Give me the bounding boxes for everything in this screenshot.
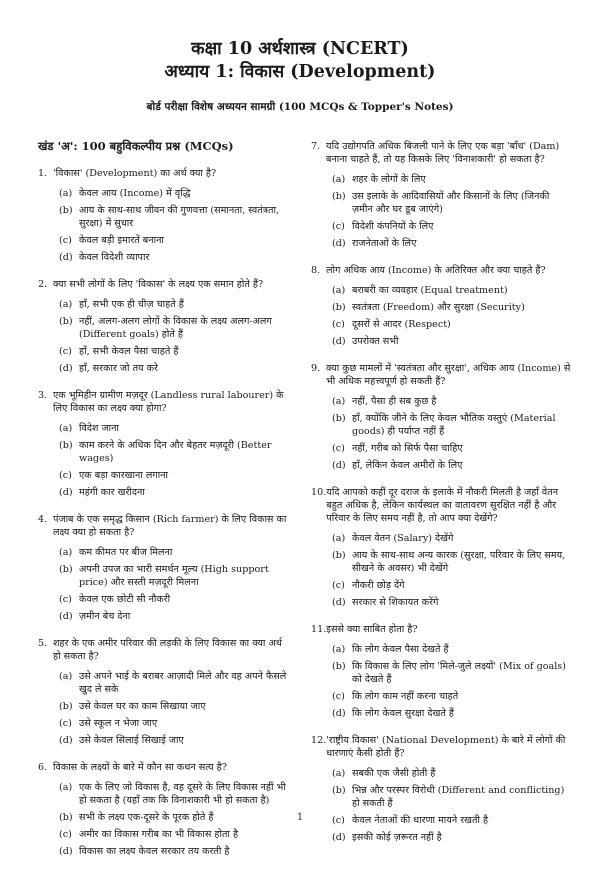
- option-label: (b): [332, 302, 346, 313]
- question-item: [38, 761, 292, 858]
- option-item: [59, 469, 292, 482]
- option-item: [332, 660, 571, 686]
- option-text: आय के साथ-साथ जीवन की गुणवत्ता (समानता, स्वतंत्रता, सुरक्षा) में सुधार: [79, 205, 280, 229]
- option-list: [311, 532, 571, 609]
- option-item: [59, 828, 292, 841]
- option-label: (c): [332, 815, 345, 826]
- question-stem: [311, 734, 571, 760]
- question-text: 'विकास' (Development) का अर्थ क्या है?: [53, 168, 217, 179]
- option-label: (d): [332, 597, 346, 608]
- option-label: (a): [332, 396, 346, 407]
- question-item: [311, 264, 571, 348]
- option-text: राजनेताओं के लिए: [352, 238, 417, 249]
- option-item: [59, 670, 292, 696]
- option-item: [332, 412, 571, 438]
- option-text: एक बड़ा कारखाना लगाना: [79, 470, 169, 481]
- question-text: क्या सभी लोगों के लिए 'विकास' के लक्ष्य एक समान होते हैं?: [53, 279, 264, 290]
- option-label: (d): [332, 238, 346, 249]
- option-item: [59, 204, 292, 230]
- question-text: यदि आपको कहीं दूर दराज के इलाके में नौकरी मिलती है जहाँ वेतन बहुत अधिक है, लेकिन कार्यस्थल का वातावरण सुरक्षित नहीं है और परिवार के लिए समय नहीं है, तो आप क्या देखेंगे?: [326, 487, 559, 524]
- option-list: [311, 767, 571, 844]
- option-label: (c): [59, 594, 72, 605]
- question-number: 1.: [38, 168, 48, 179]
- question-number: 5.: [38, 638, 48, 649]
- option-text: एक के लिए जो विकास है, वह दूसरे के लिए विकास नहीं भी हो सकता है (यहाँ तक कि विनाशकारी भी हो सकता है): [79, 782, 286, 806]
- option-label: (d): [332, 336, 346, 347]
- option-text: उस इलाके के आदिवासियों और किसानों के लिए (जिनकी ज़मीन और घर डूब जाएंगे): [352, 191, 550, 215]
- option-label: (d): [59, 735, 73, 746]
- option-label: (a): [59, 782, 73, 793]
- option-text: उसे केवल घर का काम सिखाया जाए: [79, 701, 206, 712]
- option-label: (d): [59, 846, 73, 857]
- option-item: [59, 546, 292, 559]
- option-text: केवल विदेशी व्यापार: [79, 252, 150, 263]
- option-item: [332, 220, 571, 233]
- option-label: (a): [59, 547, 73, 558]
- question-number: 11.: [311, 624, 327, 635]
- option-item: [59, 422, 292, 435]
- option-item: [59, 781, 292, 807]
- option-text: दूसरों से आदर (Respect): [352, 319, 451, 330]
- option-label: (a): [59, 671, 73, 682]
- option-label: (d): [59, 487, 73, 498]
- question-text: क्या कुछ मामलों में 'स्वतंत्रता और सुरक्षा', अधिक आय (Income) से भी अधिक महत्त्वपूर्ण हो सकती हैं?: [326, 363, 571, 387]
- option-label: (c): [59, 470, 72, 481]
- option-list: [38, 298, 292, 375]
- option-text: केवल एक छोटी सी नौकरी: [79, 594, 171, 605]
- option-text: स्वतंत्रता (Freedom) और सुरक्षा (Security): [352, 302, 525, 313]
- option-text: अमीर का विकास गरीब का भी विकास होता है: [79, 829, 239, 840]
- option-list: [311, 173, 571, 250]
- option-item: [332, 237, 571, 250]
- question-number: 9.: [311, 363, 321, 374]
- option-text: काम करने के अधिक दिन और बेहतर मज़दूरी (Better wages): [79, 440, 272, 464]
- option-label: (b): [59, 205, 73, 216]
- option-label: (b): [59, 564, 73, 575]
- option-text: उसे केवल सिलाई सिखाई जाए: [79, 735, 184, 746]
- question-number: 8.: [311, 265, 321, 276]
- question-item: [38, 167, 292, 264]
- option-text: सबकी एक जैसी होती हैं: [352, 768, 436, 779]
- option-text: उसे अपने भाई के बराबर आज़ादी मिले और वह अपने फैसले खुद ले सके: [79, 671, 287, 695]
- option-item: [332, 532, 571, 545]
- option-list: [38, 422, 292, 499]
- option-label: (b): [332, 661, 346, 672]
- option-text: विकास का लक्ष्य केवल सरकार तय करती है: [79, 846, 230, 857]
- question-number: 4.: [38, 514, 48, 525]
- question-item: [38, 278, 292, 375]
- left-column: [38, 140, 292, 872]
- question-stem: [311, 140, 571, 166]
- question-stem: [311, 486, 571, 525]
- option-item: [59, 486, 292, 499]
- option-item: [332, 707, 571, 720]
- option-item: [332, 318, 571, 331]
- option-text: नौकरी छोड़ देंगे: [352, 580, 405, 591]
- option-label: (d): [332, 460, 346, 471]
- option-item: [332, 395, 571, 408]
- option-label: (c): [59, 235, 72, 246]
- option-label: (d): [332, 708, 346, 719]
- question-stem: [311, 264, 571, 277]
- option-label: (b): [59, 316, 73, 327]
- option-list: [38, 546, 292, 623]
- option-text: अपनी उपज का भारी समर्थन मूल्य (High support price) और सस्ती मज़दूरी मिलना: [79, 564, 269, 588]
- option-label: (d): [59, 363, 73, 374]
- option-label: (d): [59, 611, 73, 622]
- question-text: लोग अधिक आय (Income) के अतिरिक्त और क्या चाहते हैं?: [326, 265, 546, 276]
- option-label: (c): [332, 691, 345, 702]
- question-stem: [311, 623, 571, 636]
- question-item: [311, 623, 571, 720]
- option-label: (b): [332, 785, 346, 796]
- question-stem: [38, 513, 292, 539]
- option-list: [311, 284, 571, 348]
- option-text: विदेशी कंपनियों के लिए: [352, 221, 434, 232]
- option-item: [59, 734, 292, 747]
- question-item: [311, 362, 571, 472]
- option-text: इसकी कोई ज़रूरत नहीं है: [352, 832, 442, 843]
- question-item: [38, 389, 292, 499]
- option-text: सभी के लक्ष्य एक-दूसरे के पूरक होते हैं: [79, 812, 214, 823]
- option-label: (b): [332, 191, 346, 202]
- question-text: शहर के एक अमीर परिवार की लड़की के लिए विकास का क्या अर्थ हो सकता है?: [53, 638, 282, 662]
- option-label: (c): [332, 580, 345, 591]
- option-label: (a): [332, 768, 346, 779]
- option-label: (b): [59, 440, 73, 451]
- option-text: उपरोक्त सभी: [352, 336, 399, 347]
- question-text: 'राष्ट्रीय विकास' (National Development) के बारे में लोगों की धारणाएं कैसी होती हैं?: [326, 735, 566, 759]
- question-stem: [311, 362, 571, 388]
- option-item: [332, 301, 571, 314]
- option-label: (b): [59, 812, 73, 823]
- option-label: (c): [332, 221, 345, 232]
- option-text: केवल वेतन (Salary) देखेंगे: [352, 533, 454, 544]
- question-stem: [38, 637, 292, 663]
- option-item: [332, 579, 571, 592]
- option-item: [59, 593, 292, 606]
- option-item: [332, 284, 571, 297]
- question-item: [311, 140, 571, 250]
- option-label: (c): [59, 718, 72, 729]
- option-item: [332, 459, 571, 472]
- option-text: विदेश जाना: [79, 423, 119, 434]
- question-item: [311, 734, 571, 844]
- option-label: (a): [59, 423, 73, 434]
- option-text: बराबरी का व्यवहार (Equal treatment): [352, 285, 508, 296]
- option-text: महंगी कार खरीदना: [79, 487, 145, 498]
- option-item: [59, 234, 292, 247]
- option-list: [38, 187, 292, 264]
- option-text: केवल बड़ी इमारतें बनाना: [79, 235, 164, 246]
- option-label: (b): [332, 413, 346, 424]
- option-label: (a): [332, 533, 346, 544]
- option-item: [59, 610, 292, 623]
- option-text: कम कीमत पर बीज मिलना: [79, 547, 173, 558]
- right-column: [311, 140, 571, 858]
- option-text: कि लोग केवल सुरक्षा देखते हैं: [352, 708, 454, 719]
- option-item: [59, 345, 292, 358]
- option-text: कि लोग केवल पैसा देखते हैं: [352, 644, 449, 655]
- option-item: [332, 690, 571, 703]
- option-list: [311, 643, 571, 720]
- option-label: (c): [59, 829, 72, 840]
- question-number: 3.: [38, 390, 48, 401]
- option-item: [59, 315, 292, 341]
- option-label: (b): [59, 701, 73, 712]
- question-number: 10.: [311, 487, 327, 498]
- option-item: [59, 298, 292, 311]
- option-label: (a): [59, 299, 73, 310]
- option-text: सरकार से शिकायत करेंगे: [352, 597, 439, 608]
- option-label: (a): [332, 285, 346, 296]
- option-label: (b): [332, 550, 346, 561]
- question-stem: [38, 278, 292, 291]
- option-label: (d): [332, 832, 346, 843]
- question-item: [311, 486, 571, 609]
- question-text: विकास के लक्ष्यों के बारे में कौन सा कथन सत्य है?: [53, 762, 227, 773]
- document-title: [0, 38, 600, 84]
- option-list: [311, 395, 571, 472]
- option-item: [332, 442, 571, 455]
- option-text: भिन्न और परस्पर विरोधी (Different and conflicting) हो सकती हैं: [352, 785, 565, 809]
- option-text: हाँ, क्योंकि जीने के लिए केवल भौतिक वस्तुएं (Material goods) ही पर्याप्त नहीं हैं: [352, 413, 556, 437]
- question-list-right: [311, 140, 571, 844]
- option-item: [59, 362, 292, 375]
- option-item: [59, 187, 292, 200]
- option-item: [59, 717, 292, 730]
- option-text: नहीं, अलग-अलग लोगों के विकास के लक्ष्य अलग-अलग (Different goals) होते हैं: [79, 316, 272, 340]
- option-item: [332, 173, 571, 186]
- option-item: [332, 335, 571, 348]
- option-label: (a): [59, 188, 73, 199]
- question-item: [38, 513, 292, 623]
- option-text: हाँ, सभी एक ही चीज़ चाहते हैं: [79, 299, 184, 310]
- question-text: इससे क्या साबित होता है?: [326, 624, 418, 635]
- option-label: (a): [332, 174, 346, 185]
- option-item: [332, 831, 571, 844]
- question-stem: [38, 389, 292, 415]
- option-label: (a): [332, 644, 346, 655]
- option-label: (c): [332, 443, 345, 454]
- option-text: आय के साथ-साथ अन्य कारक (सुरक्षा, परिवार के लिए समय, सीखने के अवसर) भी देखेंगे: [352, 550, 566, 574]
- option-item: [59, 563, 292, 589]
- title-line-2: अध्याय 1: विकास (Development): [164, 62, 436, 82]
- option-item: [59, 700, 292, 713]
- option-text: केवल नेताओं की धारणा मायने रखती है: [352, 815, 489, 826]
- section-heading: खंड 'अ': 100 बहुविकल्पीय प्रश्न (MCQs): [38, 139, 234, 153]
- option-list: [38, 670, 292, 747]
- option-text: उसे स्कूल न भेजा जाए: [79, 718, 158, 729]
- option-item: [59, 251, 292, 264]
- page-number: 1: [296, 812, 304, 823]
- option-text: हाँ, सभी केवल पैसा चाहते हैं: [79, 346, 179, 357]
- option-text: ज़मीन बेच देना: [79, 611, 131, 622]
- question-text: एक भूमिहीन ग्रामीण मज़दूर (Landless rural labourer) के लिए विकास का लक्ष्य क्या होगा?: [53, 390, 284, 414]
- option-text: नहीं, पैसा ही सब कुछ है: [352, 396, 437, 407]
- question-item: [38, 637, 292, 747]
- option-label: (c): [332, 319, 345, 330]
- option-label: (c): [59, 346, 72, 357]
- option-item: [332, 784, 571, 810]
- option-text: कि लोग काम नहीं करना चाहते: [352, 691, 459, 702]
- option-item: [332, 767, 571, 780]
- option-label: (d): [59, 252, 73, 263]
- option-text: केवल आय (Income) में वृद्धि: [79, 188, 191, 199]
- question-number: 6.: [38, 762, 48, 773]
- option-text: हाँ, सरकार जो तय करे: [79, 363, 158, 374]
- question-stem: [38, 167, 292, 180]
- option-item: [332, 643, 571, 656]
- title-line-1: कक्षा 10 अर्थशास्त्र (NCERT): [191, 39, 409, 59]
- option-item: [59, 439, 292, 465]
- question-list-left: [38, 167, 292, 858]
- document-subtitle: बोर्ड परीक्षा विशेष अध्ययन सामग्री (100 MCQs & Topper's Notes): [146, 101, 454, 113]
- question-number: 7.: [311, 141, 321, 152]
- option-item: [332, 549, 571, 575]
- option-item: [332, 190, 571, 216]
- question-number: 12.: [311, 735, 327, 746]
- option-text: शहर के लोगों के लिए: [352, 174, 426, 185]
- option-item: [332, 596, 571, 609]
- option-text: हाँ, लेकिन केवल अमीरों के लिए: [352, 460, 463, 471]
- option-item: [59, 845, 292, 858]
- question-text: पंजाब के एक समृद्ध किसान (Rich farmer) के लिए विकास का लक्ष्य क्या हो सकता है?: [53, 514, 287, 538]
- question-number: 2.: [38, 279, 48, 290]
- option-text: कि विकास के लिए लोग 'मिले-जुले लक्ष्यों' (Mix of goals) को देखते हैं: [352, 661, 566, 685]
- question-stem: [38, 761, 292, 774]
- question-text: यदि उद्योगपति अधिक बिजली पाने के लिए एक बड़ा 'बाँध' (Dam) बनाना चाहते हैं, तो यह किसके लिए 'विनाशकारी' हो सकता है?: [326, 141, 560, 165]
- option-text: नहीं, गरीब को सिर्फ पैसा चाहिए: [352, 443, 463, 454]
